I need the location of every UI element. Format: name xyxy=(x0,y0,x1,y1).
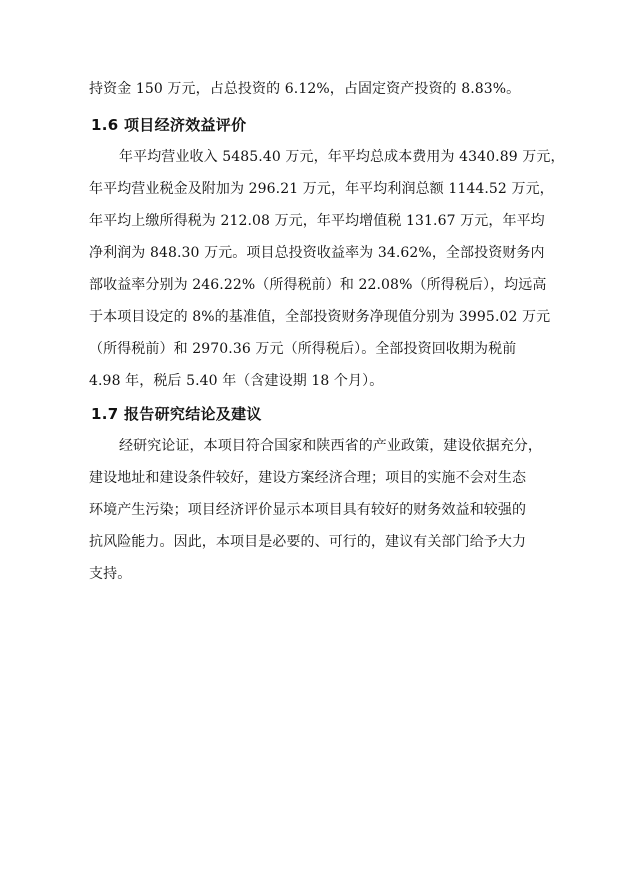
section-1-6-line-6: 于本项目设定的 8%的基准值，全部投资财务净现值分别为 3995.02 万元 xyxy=(89,309,551,325)
section-1-7-line-5: 支持。 xyxy=(89,566,132,582)
section-1-6-line-7: （所得税前）和 2970.36 万元（所得税后）。全部投资回收期为税前 xyxy=(89,341,517,357)
section-1-7-line-4: 抗风险能力。因此，本项目是必要的、可行的，建议有关部门给予大力 xyxy=(89,534,527,550)
section-1-6-line-8: 4.98 年，税后 5.40 年（含建设期 18 个月）。 xyxy=(89,373,384,389)
section-1-6-line-5: 部收益率分别为 246.22%（所得税前）和 22.08%（所得税后），均远高 xyxy=(89,277,547,293)
section-1-7-line-1: 经研究论证，本项目符合国家和陕西省的产业政策，建设依据充分， xyxy=(119,438,542,454)
section-1-7-line-2: 建设地址和建设条件较好，建设方案经济合理；项目的实施不会对生态 xyxy=(89,470,527,486)
section-1-7-line-3: 环境产生污染；项目经济评价显示本项目具有较好的财务效益和较强的 xyxy=(89,502,527,518)
section-1-6-heading: 1.6 项目经济效益评价 xyxy=(91,116,247,134)
intro-line: 持资金 150 万元，占总投资的 6.12%，占固定资产投资的 8.83%。 xyxy=(89,81,521,97)
section-1-6-line-2: 年平均营业税金及附加为 296.21 万元，年平均利润总额 1144.52 万元， xyxy=(89,181,554,197)
section-1-6-line-4: 净利润为 848.30 万元。项目总投资收益率为 34.62%，全部投资财务内 xyxy=(89,245,545,261)
section-1-6-line-3: 年平均上缴所得税为 212.08 万元，年平均增值税 131.67 万元，年平均 xyxy=(89,213,545,229)
section-1-6-line-1: 年平均营业收入 5485.40 万元，年平均总成本费用为 4340.89 万元， xyxy=(119,149,565,165)
section-1-7-heading: 1.7 报告研究结论及建议 xyxy=(91,405,262,423)
